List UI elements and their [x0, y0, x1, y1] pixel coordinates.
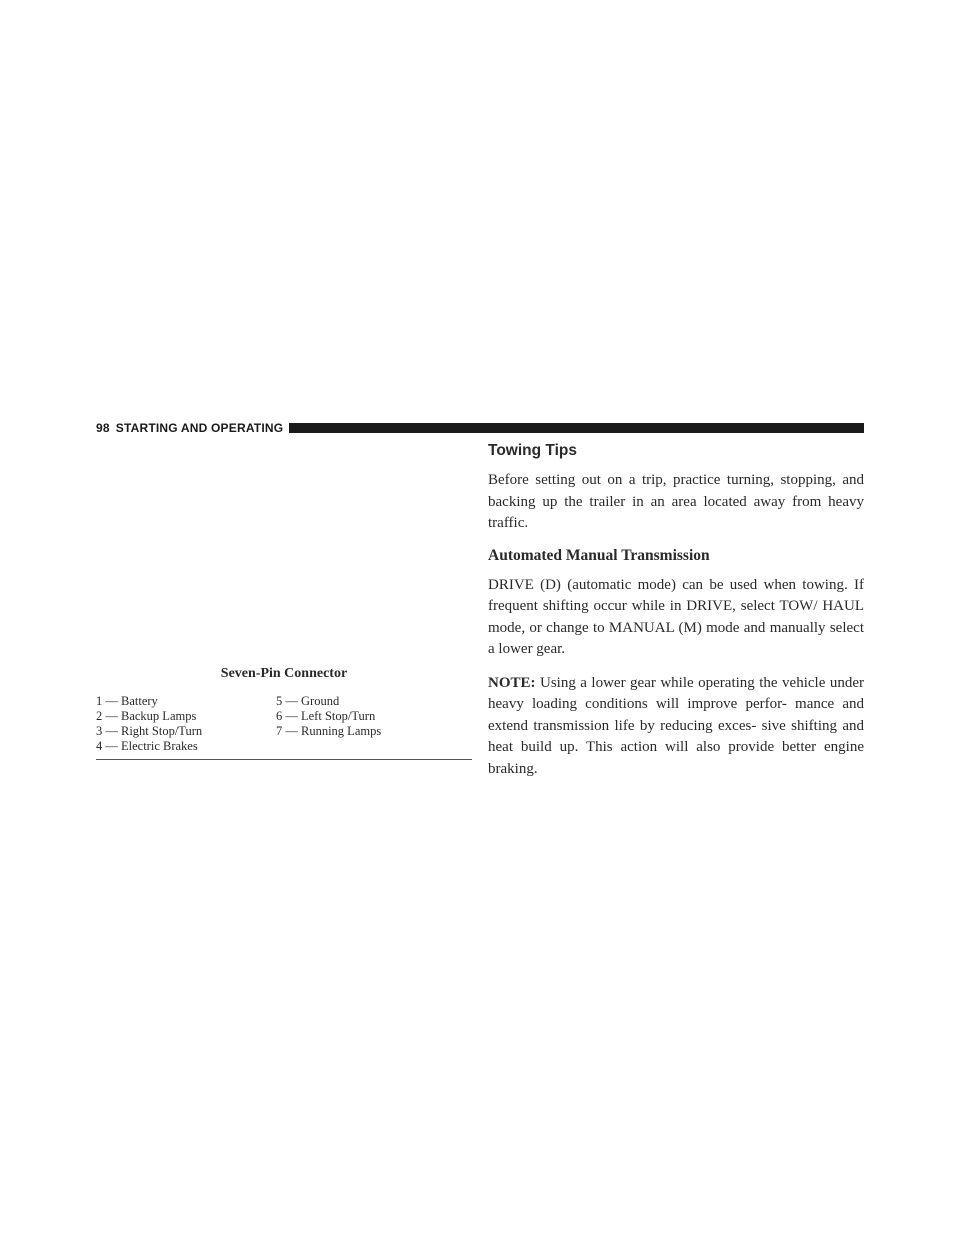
- legend-item: 1 — Battery: [96, 694, 158, 708]
- legend-row: [96, 694, 472, 709]
- figure-image-area: [96, 440, 472, 660]
- main-content: [488, 440, 864, 792]
- header-rule: [289, 423, 864, 433]
- legend-item: 5 — Ground: [276, 694, 340, 708]
- note-label: NOTE:: [488, 674, 536, 691]
- figure-caption: Seven-Pin Connector: [220, 666, 348, 681]
- section-title-header: STARTING AND OPERATING: [115, 421, 284, 435]
- note-paragraph: [488, 673, 864, 781]
- legend-item: 3 — Right Stop/Turn: [96, 724, 203, 738]
- amt-paragraph: DRIVE (D) (automatic mode) can be used when towing. If frequent shifting occur while in DRIVE, select TOW/ HAUL mode, or change to MANUAL (M) mode and manually select a lower gear.: [488, 576, 864, 657]
- legend-row: [96, 724, 472, 739]
- legend-item: [276, 739, 472, 754]
- legend-row: [96, 739, 472, 754]
- amt-heading: Automated Manual Transmission: [488, 546, 710, 564]
- towing-tips-heading: Towing Tips: [488, 442, 577, 459]
- legend-item: 7 — Running Lamps: [276, 724, 382, 738]
- page-number: 98: [96, 421, 110, 435]
- towing-tips-paragraph: Before setting out on a trip, practice turning, stopping, and backing up the trailer in an area located away from heavy traffic.: [488, 472, 864, 531]
- legend-item: 4 — Electric Brakes: [96, 739, 198, 753]
- figure-legend: [96, 694, 472, 754]
- figure-seven-pin-connector: [96, 440, 472, 760]
- note-text: Using a lower gear while operating the vehicle under heavy loading conditions will improve perfor- mance and extend transmission life by reducing exces- sive shifting and heat build up. This action will also provide better engine braking.: [488, 674, 864, 777]
- legend-divider: [96, 759, 472, 760]
- legend-row: [96, 709, 472, 724]
- legend-item: 6 — Left Stop/Turn: [276, 709, 376, 723]
- page-header: [96, 421, 864, 435]
- legend-item: 2 — Backup Lamps: [96, 709, 197, 723]
